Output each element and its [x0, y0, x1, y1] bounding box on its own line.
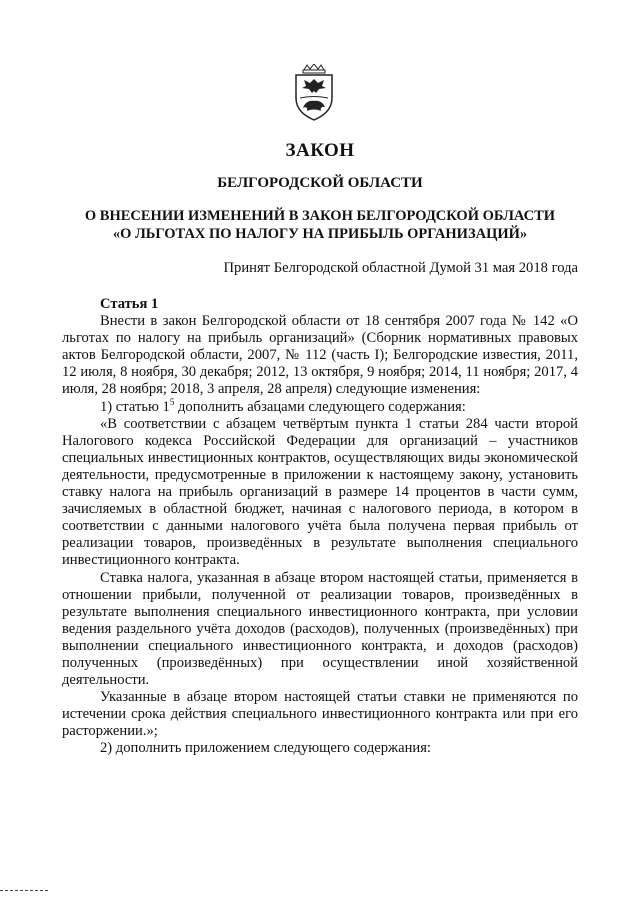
belgorod-coat-of-arms-icon — [290, 64, 338, 122]
document-region: БЕЛГОРОДСКОЙ ОБЛАСТИ — [217, 175, 423, 191]
quoted-paragraph-3: Указанные в абзаце втором настоящей статьи ставки не применяются по истечении срока действия специального инвестиционного контракта или при его расторжении.»; — [62, 689, 578, 740]
page-edge-mark — [0, 890, 48, 892]
quoted-paragraph-1: «В соответствии с абзацем четвёртым пункта 1 статьи 284 части второй Налогового кодекса Российской Федерации для организаций – участников специальных инвестиционных контрактов, осуществляющих виды экономической деятельности, предусмотренные в приложении к настоящему закону, установить ставку налога на прибыль организаций в размере 14 процентов в части сумм, зачисляемых в областной бюджет, начиная с налогового периода, в котором в соответствии с данными налогового учёта была получена первая прибыль от реализации товаров, произведённых в результате выполнения специального инвестиционного контракта. — [62, 415, 578, 569]
quoted-paragraph-2: Ставка налога, указанная в абзаце втором настоящей статьи, применяется в отношении прибыли, полученной от реализации товаров, произведённых в результате выполнения специального инвестиционного контракта, при условии ведения раздельного учёта доходов (расходов), полученных (произведённых) при выполнении специального инвестиционного контракта, и доходов (расходов) полученных (произведённых) при осуществлении иной хозяйственной деятельности. — [62, 569, 578, 689]
document-subject-line-2: «О ЛЬГОТАХ ПО НАЛОГУ НА ПРИБЫЛЬ ОРГАНИЗАЦИЙ» — [112, 226, 528, 242]
document-title: ЗАКОН — [285, 140, 355, 161]
document-body — [62, 296, 578, 758]
amendment-item-2: 2) дополнить приложением следующего содержания: — [100, 740, 431, 757]
amendment-item-1 — [62, 396, 578, 416]
document-subject-line-1: О ВНЕСЕНИИ ИЗМЕНЕНИЙ В ЗАКОН БЕЛГОРОДСКОЙ ОБЛАСТИ — [84, 208, 556, 224]
item1-suffix: дополнить абзацами следующего содержания: — [174, 398, 466, 415]
adoption-note: Принят Белгородской областной Думой 31 мая 2018 года — [223, 260, 578, 276]
item1-superscript: 5 — [169, 396, 175, 407]
article-heading: Статья 1 — [100, 296, 159, 312]
article-intro: Внести в закон Белгородской области от 18 сентября 2007 года № 142 «О льготах по налогу на прибыль организаций» (Сборник нормативных правовых актов Белгородской области, 2007, № 112 (часть I); Белгородские известия, 2011, 12 июля, 8 ноября, 30 декабря; 2012, 13 октября, 9 ноября; 2014, 11 ноября; 2017, 4 июля, 28 ноября; 2018, 3 апреля, 28 апреля) следующие изменения: — [62, 313, 578, 398]
item1-prefix: 1) статью 1 — [100, 398, 170, 415]
